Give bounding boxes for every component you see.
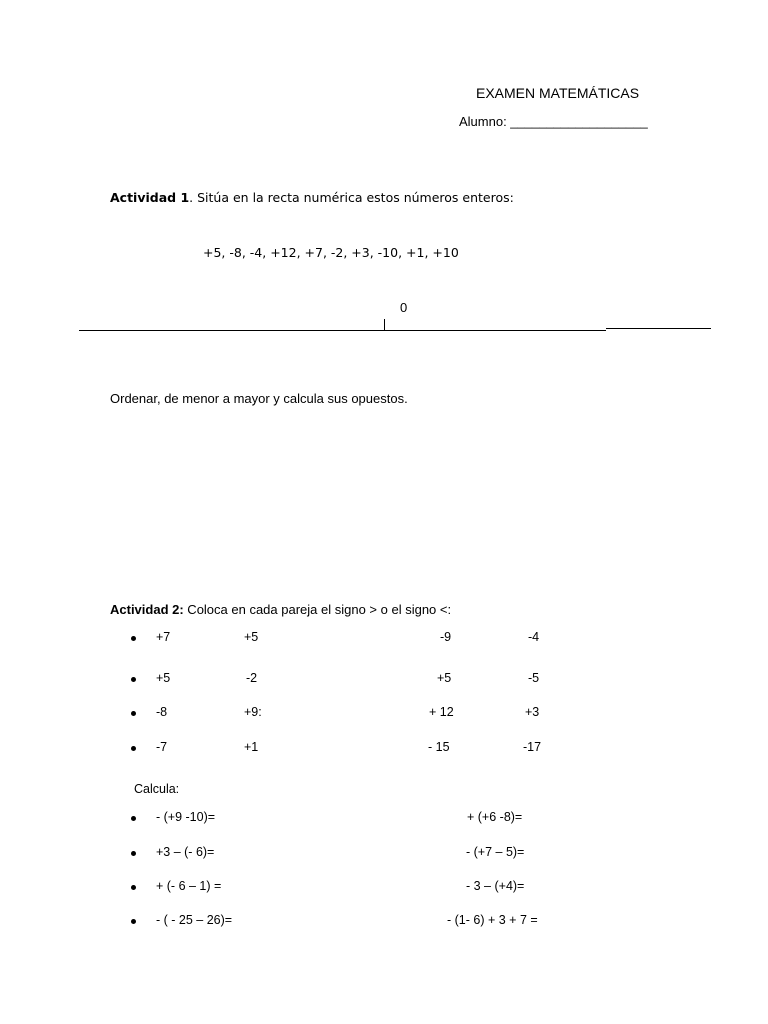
number-line-extension bbox=[606, 328, 711, 329]
activity2-heading bbox=[110, 602, 451, 617]
pair-value: - 15 bbox=[428, 740, 450, 754]
calc-expression: +3 – (- 6)= bbox=[156, 845, 215, 859]
pair-value: + 12 bbox=[429, 705, 454, 719]
pair-value: +7 bbox=[156, 630, 171, 644]
bullet-icon bbox=[131, 885, 136, 890]
calc-row bbox=[0, 879, 768, 895]
bullet-icon bbox=[131, 711, 136, 716]
calc-expression: + (- 6 – 1) = bbox=[156, 879, 222, 893]
calc-expression: - ( - 25 – 26)= bbox=[156, 913, 233, 927]
number-line-zero-tick bbox=[384, 319, 385, 330]
pair-value: +3 bbox=[525, 705, 540, 719]
pair-row bbox=[0, 671, 768, 687]
pair-value: -5 bbox=[528, 671, 540, 685]
pair-value: -9 bbox=[440, 630, 452, 644]
pair-value: -7 bbox=[156, 740, 168, 754]
order-instruction: Ordenar, de menor a mayor y calcula sus opuestos. bbox=[110, 391, 408, 406]
pair-value: -4 bbox=[528, 630, 540, 644]
activity2-instruction: Coloca en cada pareja el signo > o el signo <: bbox=[183, 602, 452, 617]
number-line-zero-label: 0 bbox=[400, 300, 408, 315]
pair-row bbox=[0, 740, 768, 756]
bullet-icon bbox=[131, 851, 136, 856]
number-line bbox=[79, 330, 606, 331]
pair-value: +1 bbox=[244, 740, 259, 754]
calc-row bbox=[0, 845, 768, 861]
bullet-icon bbox=[131, 746, 136, 751]
activity1-instruction: . Sitúa en la recta numérica estos números enteros: bbox=[189, 190, 514, 205]
bullet-icon bbox=[131, 677, 136, 682]
pair-value: +5 bbox=[244, 630, 259, 644]
calc-expression: - (1- 6) + 3 + 7 = bbox=[447, 913, 538, 927]
pair-value: -8 bbox=[156, 705, 168, 719]
calc-expression: - (+9 -10)= bbox=[156, 810, 216, 824]
exam-title: EXAMEN MATEMÁTICAS bbox=[476, 85, 640, 101]
calc-row bbox=[0, 810, 768, 826]
activity1-label: Actividad 1 bbox=[110, 190, 190, 205]
pair-value: +5 bbox=[437, 671, 452, 685]
pair-row bbox=[0, 705, 768, 721]
calc-expression: - (+7 – 5)= bbox=[466, 845, 525, 859]
activity1-heading bbox=[110, 190, 514, 205]
pair-row bbox=[0, 630, 768, 646]
bullet-icon bbox=[131, 919, 136, 924]
bullet-icon bbox=[131, 636, 136, 641]
activity1-numbers: +5, -8, -4, +12, +7, -2, +3, -10, +1, +10 bbox=[203, 245, 459, 260]
calc-expression: + (+6 -8)= bbox=[467, 810, 523, 824]
activity2-label: Actividad 2: bbox=[110, 602, 184, 617]
pair-value: -17 bbox=[523, 740, 542, 754]
calc-expression: - 3 – (+4)= bbox=[466, 879, 525, 893]
bullet-icon bbox=[131, 816, 136, 821]
calcula-label: Calcula: bbox=[134, 782, 180, 796]
pair-value: +9: bbox=[244, 705, 262, 719]
student-name-line: Alumno: ___________________ bbox=[459, 114, 648, 129]
calc-row bbox=[0, 913, 768, 929]
pair-value: -2 bbox=[246, 671, 258, 685]
pair-value: +5 bbox=[156, 671, 171, 685]
